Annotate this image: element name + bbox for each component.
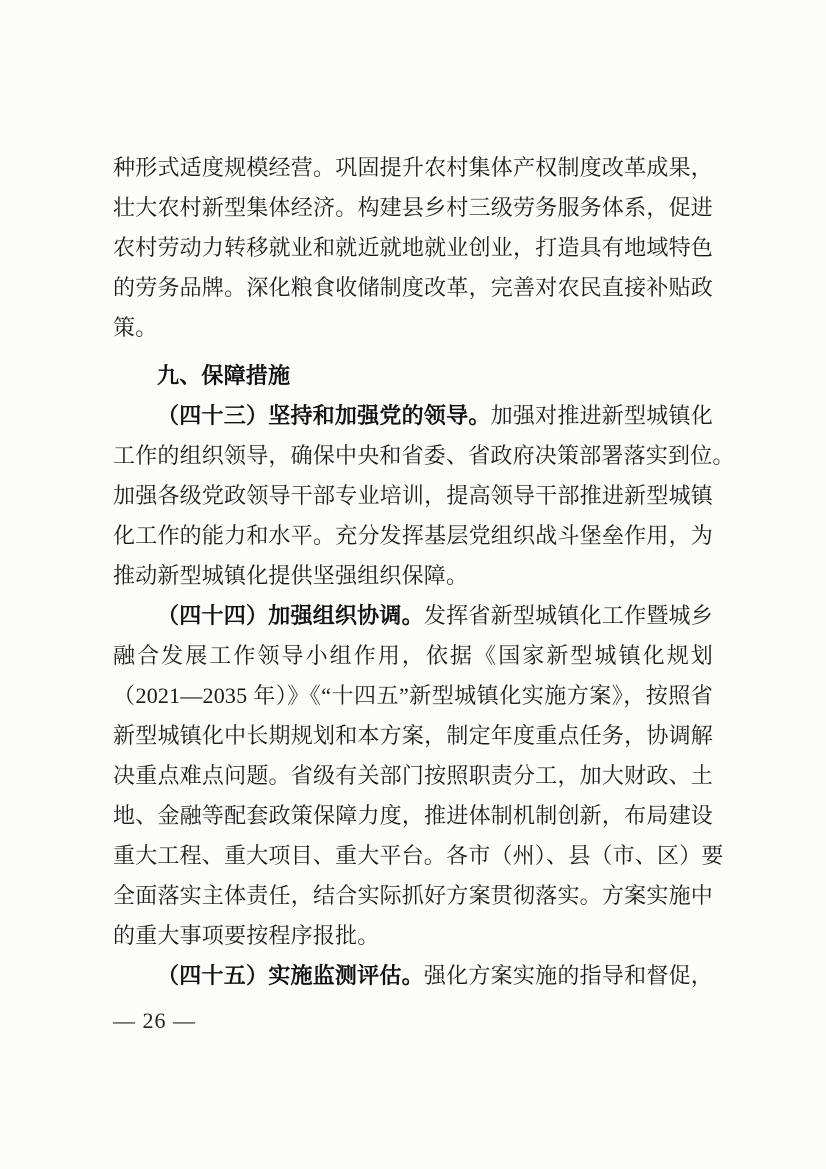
text-line: 壮大农村新型集体经济。构建县乡村三级劳务服务体系，促进 (113, 195, 713, 220)
paragraph-lead: （四十五）实施监测评估。 (157, 963, 424, 988)
text-line: 全面落实主体责任，结合实际抓好方案贯彻落实。方案实施中 (113, 883, 713, 908)
text-line: （2021—2035 年）》《“十四五”新型城镇化实施方案》，按照省 (113, 683, 713, 708)
section-heading: 九、保障措施 (157, 363, 291, 388)
page-number: — 26 — (113, 1008, 196, 1033)
paragraph-text: 强化方案实施的指导和督促， (423, 963, 713, 988)
text-line: 化工作的能力和水平。充分发挥基层党组织战斗堡垒作用，为 (113, 523, 713, 548)
text-line: 决重点难点问题。省级有关部门按照职责分工，加大财政、土 (113, 763, 713, 788)
text-line: 农村劳动力转移就业和就近就地就业创业，打造具有地域特色 (113, 235, 713, 260)
text-line: 地、金融等配套政策保障力度，推进体制机制创新，布局建设 (113, 803, 713, 828)
text-line (113, 956, 713, 996)
text-line: 推动新型城镇化提供坚强组织保障。 (113, 563, 469, 588)
text-line: 加强各级党政领导干部专业培训，提高领导干部推进新型城镇 (113, 483, 713, 508)
text-line: 融合发展工作领导小组作用，依据《国家新型城镇化规划 (113, 643, 713, 668)
paragraph-text: 加强对推进新型城镇化 (490, 403, 713, 428)
text-line (113, 596, 713, 636)
text-line: 的重大事项要按程序报批。 (113, 923, 380, 948)
text-line: 策。 (113, 315, 158, 340)
paragraph-lead: （四十三）坚持和加强党的领导。 (157, 403, 491, 428)
paragraph-text: 发挥省新型城镇化工作暨城乡 (423, 603, 713, 628)
paragraph-lead: （四十四）加强组织协调。 (157, 603, 424, 628)
text-line: 工作的组织领导，确保中央和省委、省政府决策部署落实到位。 (113, 443, 735, 468)
text-line (113, 396, 713, 436)
text-line: 重大工程、重大项目、重大平台。各市（州）、县（市、区）要 (113, 843, 724, 868)
text-line: 种形式适度规模经营。巩固提升农村集体产权制度改革成果， (113, 155, 713, 180)
text-column (113, 148, 735, 996)
text-line: 新型城镇化中长期规划和本方案，制定年度重点任务，协调解 (113, 723, 713, 748)
text-line: 的劳务品牌。深化粮食收储制度改革，完善对农民直接补贴政 (113, 275, 713, 300)
